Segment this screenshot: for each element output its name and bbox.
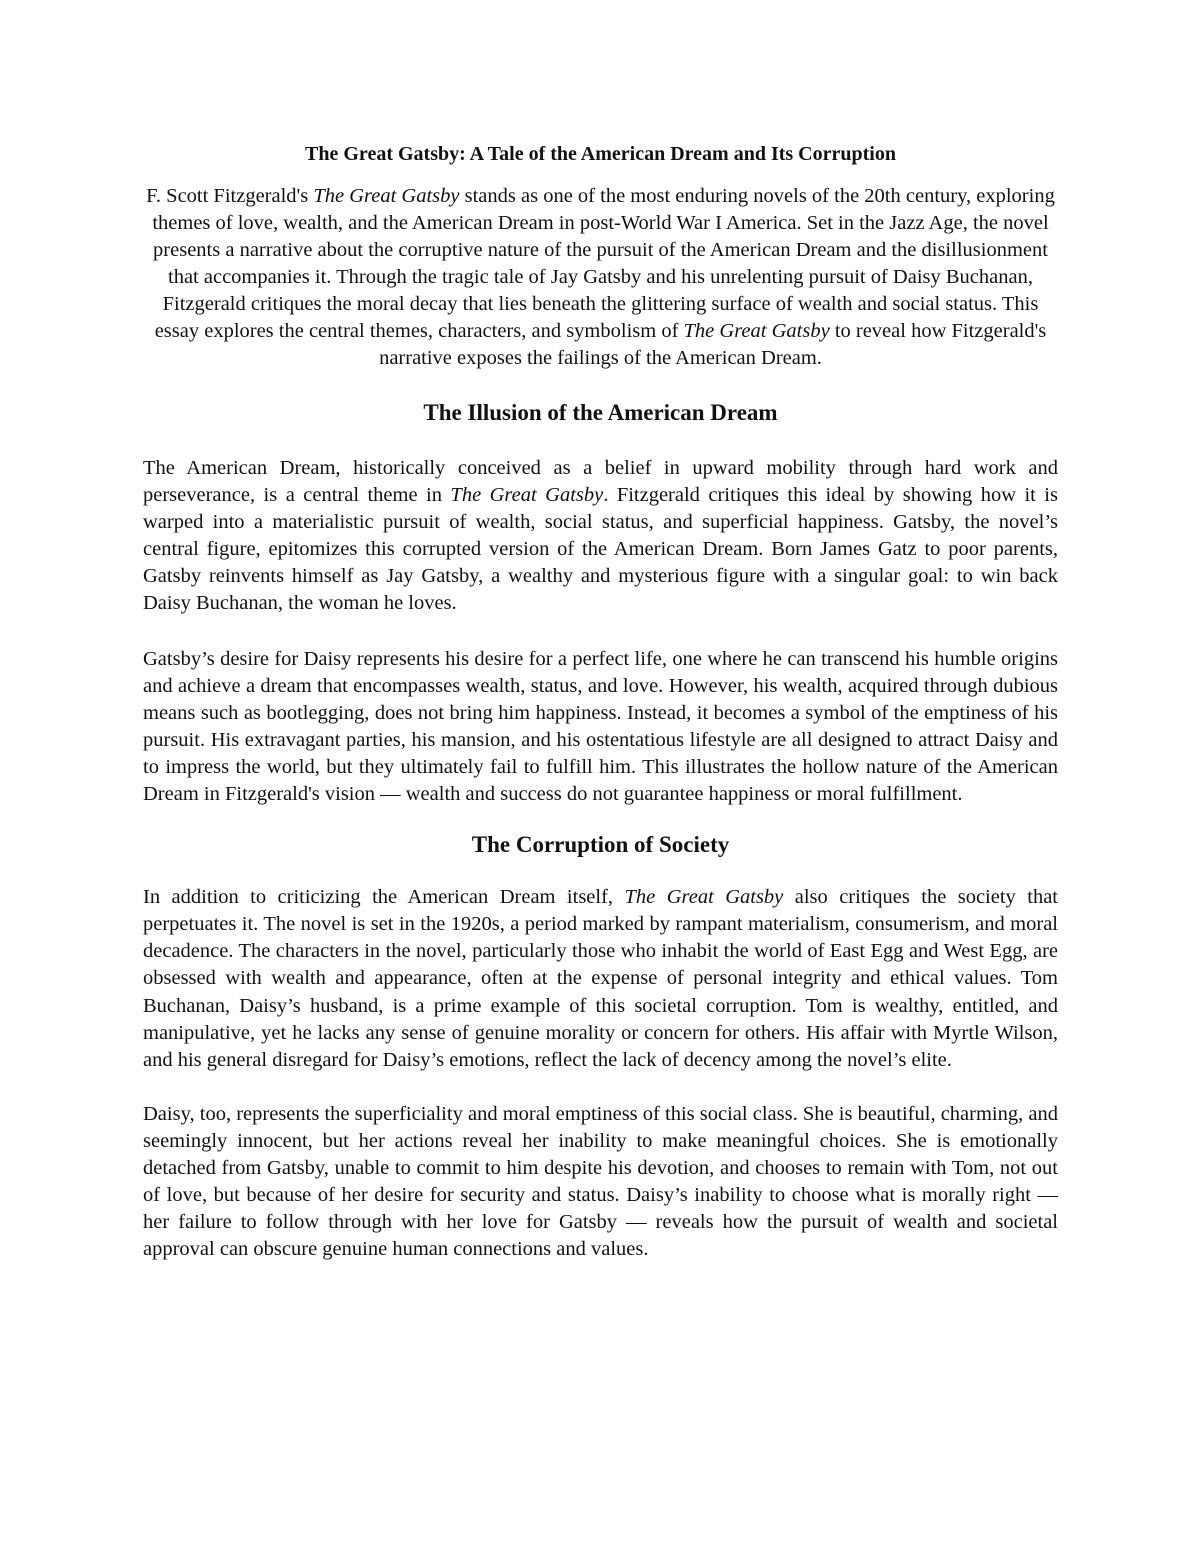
body-paragraph: Daisy, too, represents the superficiality and moral emptiness of this social class. She is beautiful, charming, and seemingly innocent, but her actions reveal her inability to make meaningful choices. She is emotionally detached from Gatsby, unable to commit to him despite his devotion, and chooses to remain with Tom, not out of love, but because of her desire for security and status. Daisy’s inability to choose what is morally right — her failure to follow through with her love for Gatsby — reveals how the pursuit of wealth and societal approval can obscure genuine human connections and values. [143,1102,1058,1261]
document-title: The Great Gatsby: A Tale of the American Dream and Its Corruption [305,143,896,165]
body-paragraph [143,455,1058,618]
intro-text-start: F. Scott Fitzgerald's [146,185,314,207]
intro-text-end: to reveal how Fitzgerald's narrative exposes the failings of the American Dream. [379,320,1047,369]
body-paragraph: Gatsby’s desire for Daisy represents his desire for a perfect life, one where he can transcend his humble origins and achieve a dream that encompasses wealth, status, and love. However, his wealth, acquired through dubious means such as bootlegging, does not bring him happiness. Instead, it becomes a symbol of the emptiness of his pursuit. His extravagant parties, his mansion, and his ostentatious lifestyle are all designed to attract Daisy and to impress the world, but they ultimately fail to fulfill him. This illustrates the hollow nature of the American Dream in Fitzgerald's vision — wealth and success do not guarantee happiness or moral fulfillment. [143,647,1058,806]
section-heading-illusion: The Illusion of the American Dream [423,400,778,425]
paragraph-text-start: In addition to criticizing the American Dream itself, [143,886,625,909]
section-heading-corruption: The Corruption of Society [471,832,730,858]
paragraph-text-start: The American Dream, historically conceived as a belief in upward mobility through hard work and perseverance, is a central theme in [143,457,1058,507]
body-paragraph [143,884,1058,1074]
paragraph-text-end: also critiques the society that perpetuates it. The novel is set in the 1920s, a period marked by rampant materialism, consumerism, and moral decadence. The characters in the novel, particularly those who inhabit the world of East Egg and West Egg, are obsessed with wealth and appearance, often at the expense of personal integrity and ethical values. Tom Buchanan, Daisy’s husband, is a prime example of this societal corruption. Tom is wealthy, entitled, and manipulative, yet he lacks any sense of genuine morality or concern for others. His affair with Myrtle Wilson, and his general disregard for Daisy’s emotions, reflect the lack of decency among the novel’s elite. [143,886,1058,1071]
document-page [143,138,1058,1263]
book-title-italic: The Great Gatsby [450,484,604,507]
intro-text-middle: stands as one of the most enduring novels of the 20th century, exploring themes of love, wealth, and the American Dream in post-World War I America. Set in the Jazz Age, the novel presents a narrative about the corruptive nature of the pursuit of the American Dream and the disillusionment that accompanies it. Through the tragic tale of Jay Gatsby and his unrelenting pursuit of Daisy Buchanan, Fitzgerald critiques the moral decay that lies beneath the glittering surface of wealth and social status. This essay explores the central themes, characters, and symbolism of [152,185,1055,342]
paragraph-text-end: . Fitzgerald critiques this ideal by showing how it is warped into a materialistic pursuit of wealth, social status, and superficial happiness. Gatsby, the novel’s central figure, epitomizes this corrupted version of the American Dream. Born James Gatz to poor parents, Gatsby reinvents himself as Jay Gatsby, a wealthy and mysterious figure with a singular goal: to win back Daisy Buchanan, the woman he loves. [143,484,1058,615]
book-title-italic: The Great Gatsby [313,185,460,207]
book-title-italic: The Great Gatsby [624,886,784,909]
book-title-italic: The Great Gatsby [683,320,830,342]
intro-paragraph [143,183,1058,372]
